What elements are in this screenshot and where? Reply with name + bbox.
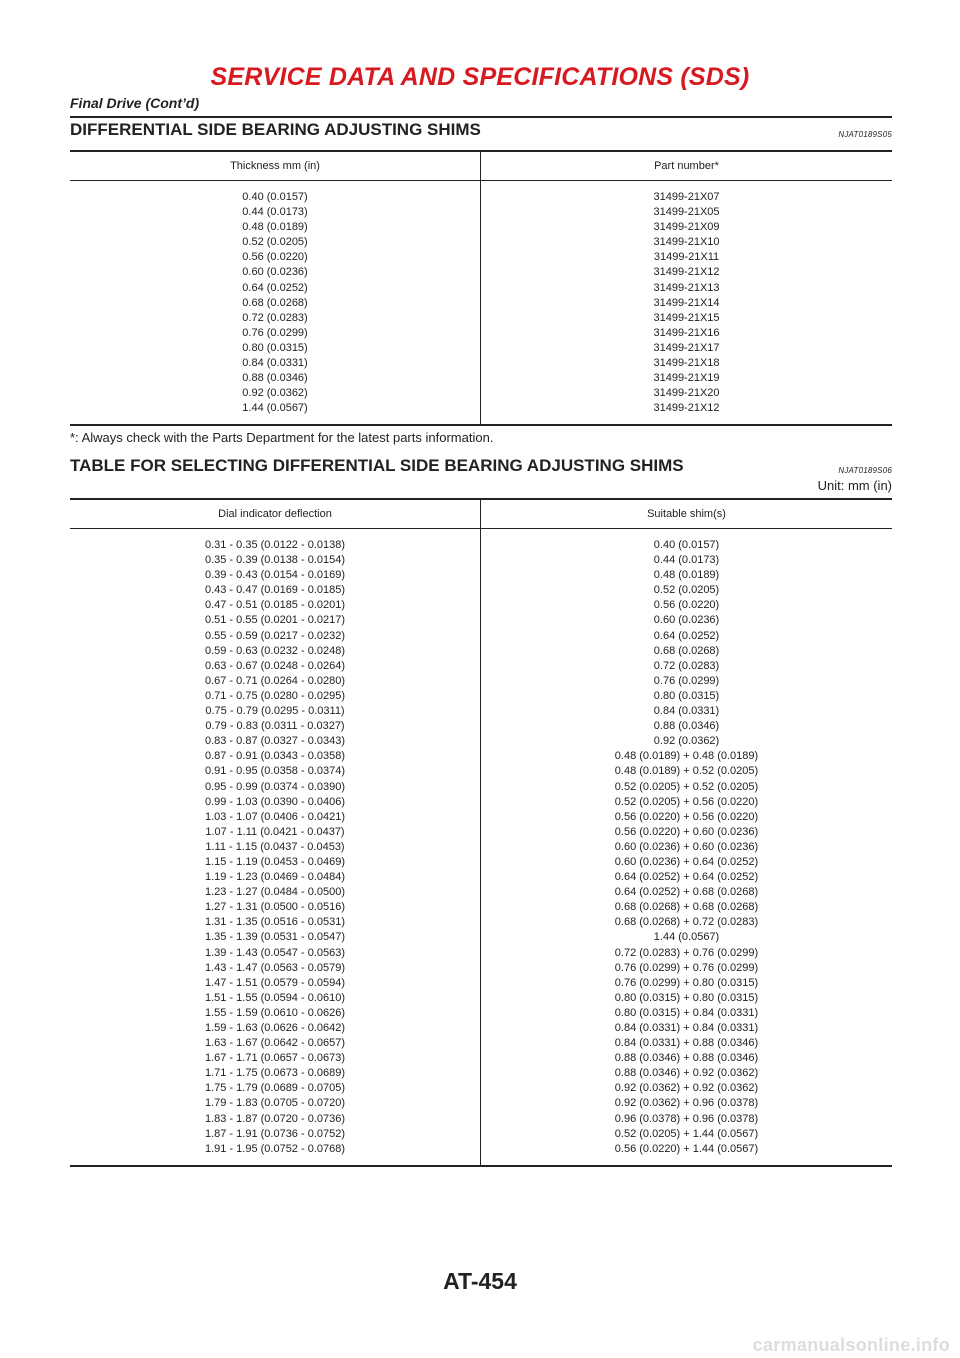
shim-part-number-value: 31499-21X15 xyxy=(653,311,720,324)
page-header xyxy=(70,62,890,112)
suitable-shim-value: 0.88 (0.0346) + 0.92 (0.0362) xyxy=(614,1067,759,1080)
suitable-shim-value: 0.72 (0.0283) + 0.76 (0.0299) xyxy=(614,946,759,959)
unit-label: Unit: mm (in) xyxy=(817,478,892,493)
shim-table-header-row xyxy=(70,151,892,181)
deflection-range-value: 1.83 - 1.87 (0.0720 - 0.0736) xyxy=(204,1112,346,1125)
shim-thickness-value: 0.52 (0.0205) xyxy=(242,236,308,249)
suitable-shim-value: 0.96 (0.0378) + 0.96 (0.0378) xyxy=(614,1112,759,1125)
suitable-shim-value: 0.48 (0.0189) xyxy=(653,569,720,582)
shim-part-number-value: 31499-21X14 xyxy=(653,296,720,309)
deflection-range-value: 1.15 - 1.19 (0.0453 - 0.0469) xyxy=(204,855,346,868)
deflection-range-value: 0.43 - 0.47 (0.0169 - 0.0185) xyxy=(204,584,346,597)
shim-part-number-value: 31499-21X16 xyxy=(653,326,720,339)
shim-table xyxy=(70,150,892,426)
section1-heading xyxy=(70,120,892,140)
suitable-shim-value: 0.60 (0.0236) + 0.60 (0.0236) xyxy=(614,840,759,853)
shim-table-part-number-cell xyxy=(481,181,893,426)
suitable-shim-value: 0.52 (0.0205) + 1.44 (0.0567) xyxy=(614,1127,759,1140)
deflection-range-value: 1.51 - 1.55 (0.0594 - 0.0610) xyxy=(204,991,346,1004)
shim-part-number-value: 31499-21X18 xyxy=(653,357,720,370)
deflection-range-value: 1.07 - 1.11 (0.0421 - 0.0437) xyxy=(205,825,345,838)
suitable-shim-value: 0.84 (0.0331) + 0.84 (0.0331) xyxy=(614,1022,759,1034)
selection-table-shims-cell xyxy=(481,529,893,1166)
deflection-range-value: 1.23 - 1.27 (0.0484 - 0.0500) xyxy=(204,886,346,899)
selection-table-header-shims: Suitable shim(s) xyxy=(481,499,893,529)
suitable-shim-value: 0.64 (0.0252) xyxy=(653,629,720,642)
shim-table-header-part-number: Part number* xyxy=(481,151,893,181)
deflection-range-value: 0.71 - 0.75 (0.0280 - 0.0295) xyxy=(204,689,346,702)
suitable-shim-value: 0.56 (0.0220) + 0.60 (0.0236) xyxy=(614,825,759,838)
shim-thickness-value: 0.80 (0.0315) xyxy=(242,341,308,354)
deflection-range-value: 1.11 - 1.15 (0.0437 - 0.0453) xyxy=(205,840,345,853)
page-number: AT-454 xyxy=(443,1268,517,1294)
suitable-shim-value: 0.56 (0.0220) xyxy=(653,599,720,612)
shim-part-number-value: 31499-21X09 xyxy=(653,221,720,234)
shim-table-body-row xyxy=(70,181,892,426)
deflection-range-value: 0.99 - 1.03 (0.0390 - 0.0406) xyxy=(204,795,346,808)
deflection-range-value: 0.67 - 0.71 (0.0264 - 0.0280) xyxy=(204,674,346,687)
deflection-range-value: 0.55 - 0.59 (0.0217 - 0.0232) xyxy=(204,629,346,642)
suitable-shim-value: 0.76 (0.0299) xyxy=(653,674,720,687)
shim-thickness-value: 0.72 (0.0283) xyxy=(242,311,308,324)
shim-thickness-value: 0.64 (0.0252) xyxy=(242,281,308,294)
shim-thickness-value: 0.40 (0.0157) xyxy=(242,191,308,203)
suitable-shim-value: 0.68 (0.0268) + 0.68 (0.0268) xyxy=(614,901,759,914)
deflection-range-value: 0.59 - 0.63 (0.0232 - 0.0248) xyxy=(204,644,346,657)
deflection-range-value: 1.31 - 1.35 (0.0516 - 0.0531) xyxy=(204,916,346,929)
deflection-range-value: 0.51 - 0.55 (0.0201 - 0.0217) xyxy=(204,614,346,627)
footnote: *: Always check with the Parts Department for the latest parts information. xyxy=(70,430,494,445)
page-title: SERVICE DATA AND SPECIFICATIONS (SDS) xyxy=(210,63,750,91)
deflection-range-value: 1.59 - 1.63 (0.0626 - 0.0642) xyxy=(204,1022,346,1034)
deflection-range-value: 1.75 - 1.79 (0.0689 - 0.0705) xyxy=(204,1082,346,1095)
deflection-range-value: 0.79 - 0.83 (0.0311 - 0.0327) xyxy=(205,720,345,733)
deflection-range-value: 1.55 - 1.59 (0.0610 - 0.0626) xyxy=(204,1006,346,1019)
deflection-range-value: 0.91 - 0.95 (0.0358 - 0.0374) xyxy=(204,765,346,778)
deflection-range-value: 1.03 - 1.07 (0.0406 - 0.0421) xyxy=(204,810,346,823)
deflection-range-value: 1.47 - 1.51 (0.0579 - 0.0594) xyxy=(204,976,346,989)
watermark: carmanualsonline.info xyxy=(752,1335,950,1355)
deflection-range-value: 0.39 - 0.43 (0.0154 - 0.0169) xyxy=(204,569,346,582)
suitable-shim-value: 0.56 (0.0220) + 0.56 (0.0220) xyxy=(614,810,759,823)
shim-part-number-value: 31499-21X17 xyxy=(653,341,720,354)
deflection-range-value: 1.91 - 1.95 (0.0752 - 0.0768) xyxy=(204,1142,346,1155)
suitable-shim-value: 0.80 (0.0315) + 0.84 (0.0331) xyxy=(614,1006,759,1019)
suitable-shim-value: 0.84 (0.0331) xyxy=(653,705,720,718)
deflection-range-value: 0.87 - 0.91 (0.0343 - 0.0358) xyxy=(204,750,346,763)
suitable-shim-value: 0.72 (0.0283) xyxy=(653,659,720,672)
deflection-range-value: 1.71 - 1.75 (0.0673 - 0.0689) xyxy=(204,1067,346,1080)
shim-thickness-value: 0.60 (0.0236) xyxy=(242,266,308,279)
shim-thickness-value: 0.44 (0.0173) xyxy=(242,206,308,219)
suitable-shim-value: 0.68 (0.0268) xyxy=(653,644,720,657)
suitable-shim-value: 1.44 (0.0567) xyxy=(653,931,720,944)
suitable-shim-value: 0.92 (0.0362) + 0.92 (0.0362) xyxy=(614,1082,759,1095)
deflection-range-value: 1.35 - 1.39 (0.0531 - 0.0547) xyxy=(204,931,346,944)
deflection-range-value: 1.27 - 1.31 (0.0500 - 0.0516) xyxy=(204,901,346,914)
shim-thickness-value: 0.48 (0.0189) xyxy=(242,221,308,234)
suitable-shim-value: 0.52 (0.0205) + 0.52 (0.0205) xyxy=(614,780,759,793)
shim-thickness-value: 0.76 (0.0299) xyxy=(242,326,308,339)
suitable-shim-value: 0.92 (0.0362) + 0.96 (0.0378) xyxy=(614,1097,759,1110)
shim-thickness-value: 1.44 (0.0567) xyxy=(242,402,308,415)
page-subtitle: Final Drive (Cont’d) xyxy=(70,95,200,111)
shim-part-number-value: 31499-21X19 xyxy=(653,372,720,385)
deflection-range-value: 0.47 - 0.51 (0.0185 - 0.0201) xyxy=(204,599,346,612)
suitable-shim-value: 0.52 (0.0205) + 0.56 (0.0220) xyxy=(614,795,759,808)
suitable-shim-value: 0.76 (0.0299) + 0.80 (0.0315) xyxy=(614,976,759,989)
suitable-shim-value: 0.48 (0.0189) + 0.48 (0.0189) xyxy=(614,750,759,763)
deflection-range-value: 0.95 - 0.99 (0.0374 - 0.0390) xyxy=(204,780,346,793)
shim-thickness-value: 0.56 (0.0220) xyxy=(242,251,308,264)
suitable-shim-value: 0.88 (0.0346) + 0.88 (0.0346) xyxy=(614,1052,759,1065)
shim-thickness-value: 0.92 (0.0362) xyxy=(242,387,308,400)
suitable-shim-value: 0.80 (0.0315) xyxy=(653,689,720,702)
deflection-range-value: 1.43 - 1.47 (0.0563 - 0.0579) xyxy=(204,961,346,974)
section2-title: TABLE FOR SELECTING DIFFERENTIAL SIDE BEARING ADJUSTING SHIMS xyxy=(70,456,684,475)
deflection-range-value: 0.75 - 0.79 (0.0295 - 0.0311) xyxy=(205,705,345,718)
deflection-range-value: 1.87 - 1.91 (0.0736 - 0.0752) xyxy=(204,1127,346,1140)
shim-part-number-value: 31499-21X05 xyxy=(653,206,720,219)
deflection-range-value: 0.63 - 0.67 (0.0248 - 0.0264) xyxy=(204,659,346,672)
suitable-shim-value: 0.68 (0.0268) + 0.72 (0.0283) xyxy=(614,916,759,929)
suitable-shim-value: 0.56 (0.0220) + 1.44 (0.0567) xyxy=(614,1142,759,1155)
deflection-range-value: 0.83 - 0.87 (0.0327 - 0.0343) xyxy=(204,735,346,748)
section1-title: DIFFERENTIAL SIDE BEARING ADJUSTING SHIMS xyxy=(70,120,481,139)
shim-thickness-value: 0.88 (0.0346) xyxy=(242,372,308,385)
section1-code: NJAT0189S05 xyxy=(838,130,892,139)
shim-part-number-value: 31499-21X12 xyxy=(653,266,720,279)
suitable-shim-value: 0.92 (0.0362) xyxy=(653,735,720,748)
deflection-range-value: 1.39 - 1.43 (0.0547 - 0.0563) xyxy=(204,946,346,959)
suitable-shim-value: 0.52 (0.0205) xyxy=(653,584,720,597)
shim-part-number-value: 31499-21X13 xyxy=(653,281,720,294)
deflection-range-value: 0.35 - 0.39 (0.0138 - 0.0154) xyxy=(204,554,346,567)
suitable-shim-value: 0.60 (0.0236) + 0.64 (0.0252) xyxy=(614,855,759,868)
section2-heading xyxy=(70,456,892,476)
shim-thickness-value: 0.84 (0.0331) xyxy=(242,357,308,370)
suitable-shim-value: 0.64 (0.0252) + 0.68 (0.0268) xyxy=(614,886,759,899)
deflection-range-value: 0.31 - 0.35 (0.0122 - 0.0138) xyxy=(204,539,346,551)
selection-table-header-deflection: Dial indicator deflection xyxy=(70,499,481,529)
suitable-shim-value: 0.40 (0.0157) xyxy=(653,539,720,551)
suitable-shim-value: 0.48 (0.0189) + 0.52 (0.0205) xyxy=(614,765,759,778)
deflection-range-value: 1.79 - 1.83 (0.0705 - 0.0720) xyxy=(204,1097,346,1110)
suitable-shim-value: 0.80 (0.0315) + 0.80 (0.0315) xyxy=(614,991,759,1004)
suitable-shim-value: 0.88 (0.0346) xyxy=(653,720,720,733)
shim-thickness-value: 0.68 (0.0268) xyxy=(242,296,308,309)
shim-part-number-value: 31499-21X07 xyxy=(653,191,720,203)
suitable-shim-value: 0.64 (0.0252) + 0.64 (0.0252) xyxy=(614,871,759,884)
shim-part-number-value: 31499-21X12 xyxy=(653,402,720,415)
suitable-shim-value: 0.60 (0.0236) xyxy=(653,614,720,627)
deflection-range-value: 1.67 - 1.71 (0.0657 - 0.0673) xyxy=(204,1052,346,1065)
shim-part-number-value: 31499-21X11 xyxy=(653,251,720,264)
deflection-range-value: 1.19 - 1.23 (0.0469 - 0.0484) xyxy=(204,871,346,884)
shim-table-header-thickness: Thickness mm (in) xyxy=(70,151,481,181)
section2-code: NJAT0189S06 xyxy=(838,466,892,475)
selection-table-body-row xyxy=(70,529,892,1166)
suitable-shim-value: 0.44 (0.0173) xyxy=(653,554,720,567)
suitable-shim-value: 0.76 (0.0299) + 0.76 (0.0299) xyxy=(614,961,759,974)
header-rule xyxy=(70,116,892,118)
shim-part-number-value: 31499-21X20 xyxy=(653,387,720,400)
shim-part-number-value: 31499-21X10 xyxy=(653,236,720,249)
deflection-range-value: 1.63 - 1.67 (0.0642 - 0.0657) xyxy=(204,1037,346,1050)
selection-table-header-row xyxy=(70,499,892,529)
shim-table-thickness-cell xyxy=(70,181,481,426)
selection-table-deflection-cell xyxy=(70,529,481,1166)
suitable-shim-value: 0.84 (0.0331) + 0.88 (0.0346) xyxy=(614,1037,759,1050)
selection-table xyxy=(70,498,892,1167)
